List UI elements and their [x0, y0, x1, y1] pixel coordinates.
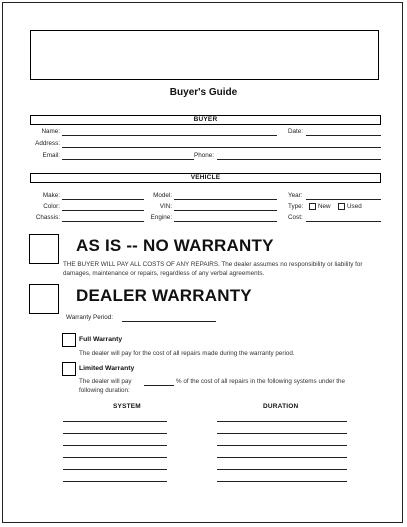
system-row-field[interactable] — [63, 457, 167, 458]
type-new-label: New — [318, 203, 331, 210]
buyer-section-heading: BUYER — [30, 115, 381, 125]
system-row-field[interactable] — [63, 421, 167, 422]
full-warranty-checkbox[interactable] — [62, 333, 76, 347]
phone-field[interactable] — [217, 159, 381, 160]
limited-warranty-text-b: % of the cost of all repairs in the following systems under the — [176, 378, 346, 385]
type-used-checkbox[interactable] — [338, 203, 345, 210]
duration-row-field[interactable] — [217, 469, 347, 470]
vin-field[interactable] — [174, 210, 277, 211]
system-column-heading: SYSTEM — [113, 403, 141, 410]
phone-label: Phone: — [194, 152, 214, 159]
system-row-field[interactable] — [63, 469, 167, 470]
page-title: Buyer's Guide — [169, 87, 238, 98]
year-label: Year: — [288, 192, 303, 199]
system-row-field[interactable] — [63, 481, 167, 482]
system-row-field[interactable] — [63, 445, 167, 446]
chassis-field[interactable] — [62, 221, 144, 222]
type-new-checkbox[interactable] — [309, 203, 316, 210]
name-label: Name: — [41, 128, 60, 135]
vin-label: VIN: — [159, 203, 172, 210]
cost-field[interactable] — [306, 221, 381, 222]
year-field[interactable] — [306, 199, 381, 200]
cost-label: Cost: — [288, 214, 303, 221]
as-is-checkbox[interactable] — [29, 234, 59, 264]
date-label: Date: — [288, 128, 304, 135]
email-field[interactable] — [62, 159, 194, 160]
warranty-period-field[interactable] — [122, 321, 216, 322]
make-field[interactable] — [62, 199, 144, 200]
engine-label: Engine: — [150, 214, 172, 221]
warranty-period-label: Warranty Period: — [66, 314, 114, 321]
limited-warranty-text-c: following duration: — [79, 387, 130, 394]
dealer-warranty-checkbox[interactable] — [29, 284, 59, 314]
limited-warranty-checkbox[interactable] — [62, 362, 76, 376]
duration-row-field[interactable] — [217, 433, 347, 434]
limited-percent-field[interactable] — [144, 385, 174, 386]
system-row-field[interactable] — [63, 433, 167, 434]
name-field[interactable] — [62, 135, 277, 136]
vehicle-section-heading: VEHICLE — [30, 173, 381, 183]
color-label: Color: — [43, 203, 60, 210]
limited-warranty-text-a: The dealer will pay — [79, 378, 132, 385]
full-warranty-heading: Full Warranty — [79, 336, 123, 343]
duration-column-heading: DURATION — [263, 403, 299, 410]
address-field[interactable] — [62, 147, 381, 148]
chassis-label: Chassis: — [35, 214, 60, 221]
date-field[interactable] — [306, 135, 381, 136]
duration-row-field[interactable] — [217, 457, 347, 458]
make-label: Make: — [42, 192, 60, 199]
model-label: Model: — [153, 192, 172, 199]
limited-warranty-heading: Limited Warranty — [79, 365, 135, 372]
as-is-text: THE BUYER WILL PAY ALL COSTS OF ANY REPAIRS. The dealer assumes no responsibility or liability for damages, maintenance or repairs, regardless of any verbal agreements. — [63, 261, 363, 277]
type-used-label: Used — [347, 203, 362, 210]
color-field[interactable] — [62, 210, 144, 211]
duration-row-field[interactable] — [217, 445, 347, 446]
duration-row-field[interactable] — [217, 481, 347, 482]
duration-row-field[interactable] — [217, 421, 347, 422]
header-logo-box — [30, 30, 379, 80]
model-field[interactable] — [174, 199, 277, 200]
address-label: Address: — [35, 140, 60, 147]
engine-field[interactable] — [174, 221, 277, 222]
email-label: Email: — [42, 152, 60, 159]
as-is-heading: AS IS -- NO WARRANTY — [76, 236, 274, 255]
dealer-warranty-heading: DEALER WARRANTY — [76, 286, 252, 305]
full-warranty-text: The dealer will pay for the cost of all repairs made during the warranty period. — [79, 350, 295, 357]
type-label: Type: — [288, 203, 304, 210]
